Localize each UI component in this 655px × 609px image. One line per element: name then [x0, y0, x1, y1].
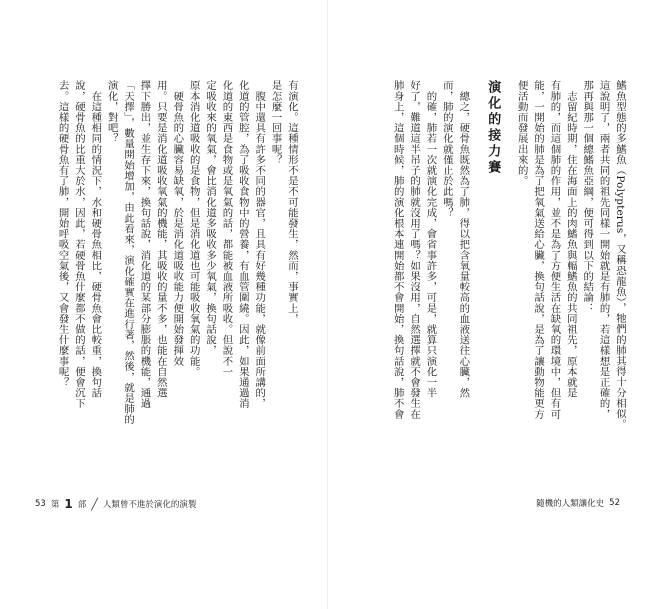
text-column: 是怎麼一回事呢？ [269, 80, 282, 165]
text-column: 腹中還具有許多不同的器官，且具有好幾種功能，就像前面所講的， [253, 80, 266, 409]
chapter-label: 第 [50, 500, 60, 510]
text-column: 定吸收來的氧氣，會比消化道多吸收多少氧氣，換句話說， [204, 80, 217, 356]
text-column: 說，硬骨魚的比重大於水，因此，若硬骨魚什麼都不做的話，便會沉下 [72, 80, 85, 409]
text-column: 這說明了，兩者共同的祖先同樣一開始就是有肺的，若這樣想是正確的， [597, 80, 610, 420]
text-column: 便活動而發展出來的。 [515, 80, 528, 186]
text-column: 而，肺的演化就僅止於此嗎？ [440, 80, 453, 218]
text-column: 的確，肺若一次就演化完成，會省事許多，可是，就算只演化一半 [424, 80, 437, 398]
running-header: 人類曾不進於演化的演製 [102, 500, 197, 510]
text-column: 能，一開始的肺是為了把氧氣送給心臟，換句話說，是為了讓動物能更方 [532, 80, 545, 420]
section-heading: 演化的接力賽 [485, 80, 501, 176]
slash-divider-icon: ╱ [91, 497, 98, 511]
text-column: 志留紀時期，住在海面上的肉鰭魚與輻鰭魚的共同祖先，原本就是 [564, 80, 577, 398]
page-number: 53 [35, 499, 46, 509]
left-text-block [35, 80, 300, 475]
text-column: 有演化。這種情形不是不可能發生，然而，事實上， [286, 80, 298, 324]
chapter-suffix: 部 [77, 500, 87, 510]
text-column: 有肺的，而這個肺的作用，並不是為了方便生活在缺氧的環境中，但有可 [548, 80, 561, 420]
text-column: 好了，難道這半吊子的肺就沒用了嗎？如果沒用，自然選擇就不會發生在 [408, 80, 421, 420]
left-footer [35, 497, 196, 511]
text-column: 總之，硬骨魚既然為了肺，得以把含氧量較高的血液送往心臟，然 [457, 80, 470, 398]
text-column: 「天擇」，數量開始增加，由此看來，演化確實在進行著，然後，就是肺的 [122, 80, 135, 425]
right-page [328, 0, 655, 609]
right-text-block [346, 80, 628, 475]
text-column: 演化，對吧？ [105, 80, 118, 144]
chapter-number: 1 [64, 497, 73, 511]
right-footer [536, 497, 620, 509]
text-column: 原本消化道吸收的是食物，但是消化道也可能吸收氧氣的功能。 [187, 80, 200, 377]
text-column: 那再與那一個總鰭魚亞綱，便可得到以下的結論： [581, 80, 594, 314]
running-header: 隨機的人類讓化史 [536, 499, 605, 509]
text-column: 化道的東西是食物或是氧氣的話，都能被血液所吸收。但說不一 [220, 80, 233, 377]
text-column: 硬骨魚的心臟容易缺氧，於是消化道吸收能力便開始發揮效 [171, 80, 184, 367]
page-number: 52 [609, 498, 620, 508]
left-page [0, 0, 327, 609]
text-column: 擇下勝出，並生存下來，換句話說，消化道的某部分膨脹的機能，通過 [138, 80, 151, 409]
text-column: 用。只要是消化道吸收氧氣的機能，其吸收的量不多，也能在自然選 [154, 80, 167, 398]
text-column: 肺身上，這個時候，肺的演化根本連開始都不會開始，換句話說，肺不會 [391, 80, 404, 420]
text-column: 鰭魚型態的多鰭魚（Polypterus，又稱恐龍魚），牠們的肺其得十分相似。 [614, 80, 626, 430]
text-column: 化道的管腔，為了吸收食物中的營養，有血管圍繞。因此，如果通過消 [236, 80, 249, 409]
text-column: 在這種相同的情況下，水和硬骨魚相比，硬骨魚會比較重，換句話 [89, 80, 102, 398]
text-column: 去。這樣的硬骨魚有了肺，開始呼吸空氣後，又會發生什麼事呢？ [56, 80, 69, 388]
